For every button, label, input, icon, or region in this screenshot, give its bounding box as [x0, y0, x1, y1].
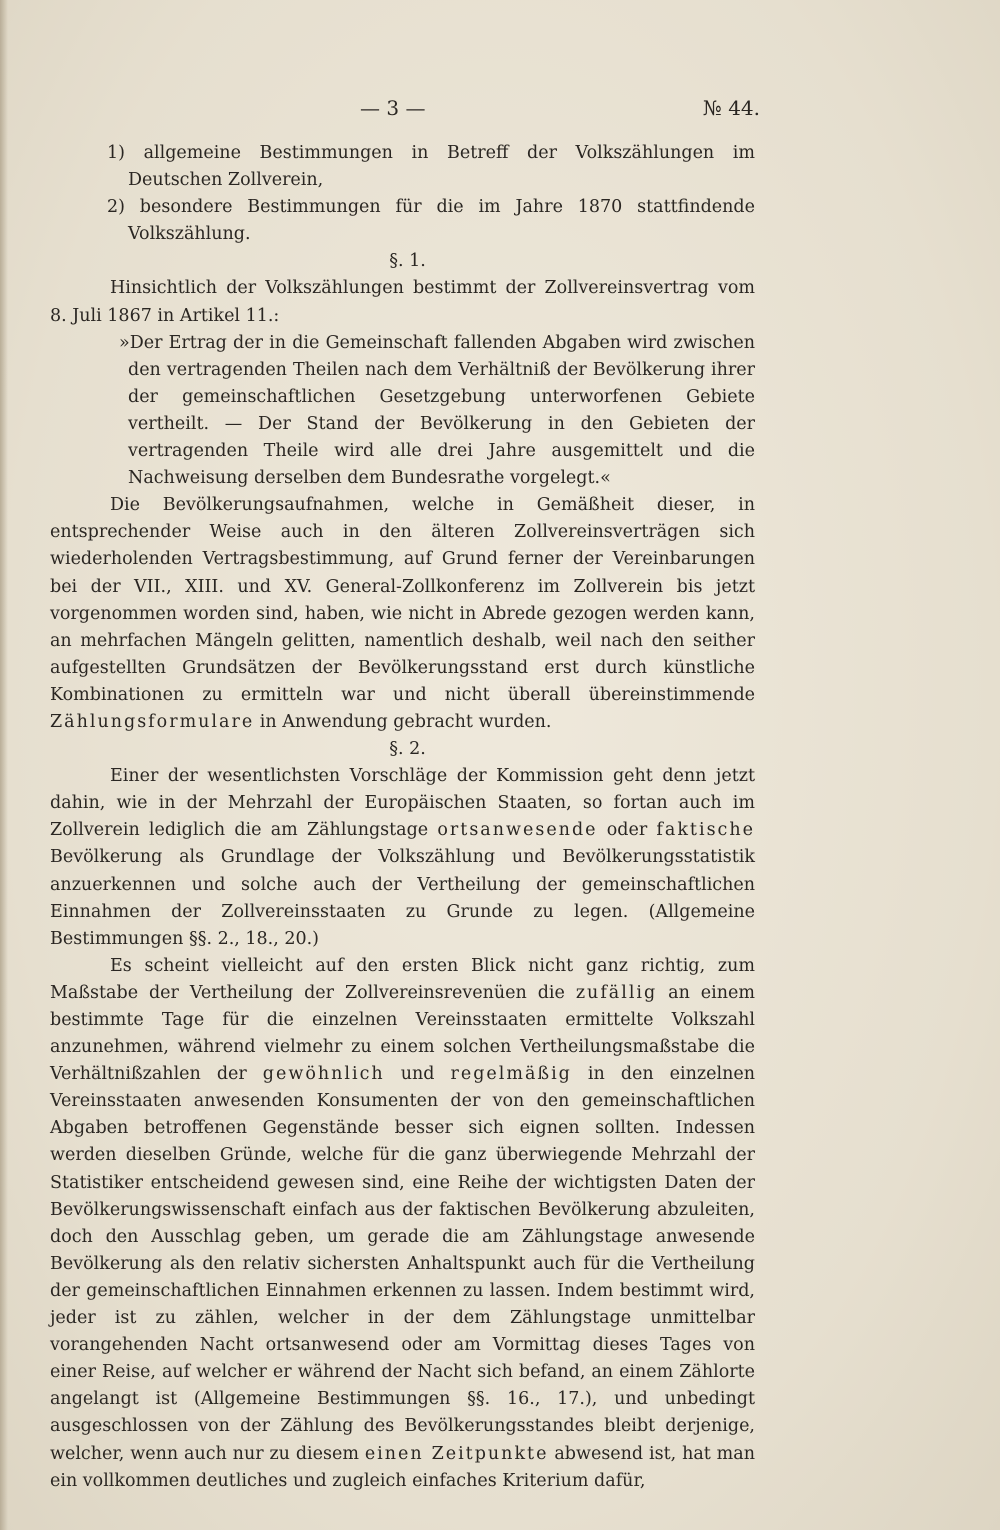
paragraph: Hinsichtlich der Volkszählungen bestimmt der Zollvereinsvertrag vom 8. Juli 1867 in Artikel 11.:	[50, 278, 755, 326]
spaced-emphasis: ortsanwesende	[437, 820, 598, 841]
spaced-emphasis: Zählungsformulare	[50, 711, 255, 732]
page-edge-shadow	[0, 0, 8, 1530]
spaced-emphasis: zufällig	[575, 982, 658, 1003]
paragraph: Die Bevölkerungsaufnahmen, welche in Gemäßheit dieser, in entsprechender Weise auch in den älteren Zollvereinsverträgen sich wiederholenden Vertragsbestimmung, auf Grund ferner der Vereinbarungen bei der VII., XIII. und XV. General-Zollkonferenz im Zollverein bis jetzt vorgenommen worden sind, haben, wie nicht in Abrede gezogen werden kann, an mehrfachen Mängeln gelitten, namentlich deshalb, weil nach den seither aufgestellten Grundsätzen der Bevölkerungsstand erst durch künstliche Kombinationen zu ermitteln war und nicht überall übereinstimmende Zählungsformulare in Anwendung gebracht wurden.	[50, 495, 755, 732]
list-item: 2) besondere Bestimmungen für die im Jahre 1870 stattfindende Volkszählung.	[107, 197, 755, 245]
sheet-number: № 44.	[702, 96, 760, 120]
block-quote: »Der Ertrag der in die Gemeinschaft fallenden Abgaben wird zwischen den vertragenden Theilen nach dem Verhältniß der Bevölkerung ihrer der gemeinschaftlichen Gesetzgebung unterworfenen Gebiete vertheilt. — Der Stand der Bevölkerung in den Gebieten der vertragenden Theile wird alle drei Jahre ausgemittelt und die Nachweisung derselben dem Bundesrathe vorgelegt.«	[119, 332, 755, 489]
spaced-emphasis: faktische	[656, 820, 755, 841]
spaced-emphasis: einen Zeitpunkte	[364, 1443, 549, 1464]
paragraph: Einer der wesentlichsten Vorschläge der Kommission geht denn jetzt dahin, wie in der Mehrzahl der Europäischen Staaten, so fortan auch im Zollverein lediglich die am Zählungstage ortsanwesende oder faktische Bevölkerung als Grundlage der Volkszählung und Bevölkerungsstatistik anzuerkennen und solche auch der Vertheilung der gemeinschaftlichen Einnahmen der Zollvereinsstaaten zu Grunde zu legen. (Allgemeine Bestimmungen §§. 2., 18., 20.)	[50, 766, 755, 949]
section-heading: §. 1.	[389, 251, 426, 272]
list-item: 1) allgemeine Bestimmungen in Betreff der Volkszählungen im Deutschen Zollverein,	[107, 143, 755, 191]
spaced-emphasis: regelmäßig	[450, 1064, 572, 1085]
spaced-emphasis: gewöhnlich	[262, 1064, 385, 1085]
paragraph: Es scheint vielleicht auf den ersten Blick nicht ganz richtig, zum Maßstabe der Vertheilung der Zollvereinsrevenüen die zufällig an einem bestimmte Tage für die einzelnen Vereinsstaaten ermittelte Volkszahl anzunehmen, während vielmehr zu einem solchen Vertheilungsmaßstabe die Verhältnißzahlen der gewöhnlich und regelmäßig in den einzelnen Vereinsstaaten anwesenden Konsumenten der von den gemeinschaftlichen Abgaben betroffenen Gegenstände besser sich eignen sollten. Indessen werden dieselben Gründe, welche für die ganz überwiegende Mehrzahl der Statistiker entscheidend gewesen sind, eine Reihe der wichtigsten Daten der Bevölkerungswissenschaft einfach aus der faktischen Bevölkerung abzuleiten, doch den Ausschlag geben, um gerade die am Zählungstage anwesende Bevölkerung als den relativ sichersten Anhaltspunkt auch für die Vertheilung der gemeinschaftlichen Einnahmen erkennen zu lassen. Indem bestimmt wird, jeder ist zu zählen, welcher in der dem Zählungstage unmittelbar vorangehenden Nacht ortsanwesend oder am Vormittag dieses Tages von einer Reise, auf welcher er während der Nacht sich befand, an einem Zählorte angelangt ist (Allgemeine Bestimmungen §§. 16., 17.), und unbedingt ausgeschlossen von der Zählung des Bevölkerungsstandes bleibt derjenige, welcher, wenn auch nur zu diesem einen Zeitpunkte abwesend ist, hat man ein vollkommen deutliches und zugleich einfaches Kriterium dafür,	[50, 955, 755, 1491]
page-number: — 3 —	[360, 96, 426, 120]
body-text	[50, 140, 755, 1495]
section-heading: §. 2.	[389, 739, 426, 760]
page-header	[360, 96, 760, 126]
